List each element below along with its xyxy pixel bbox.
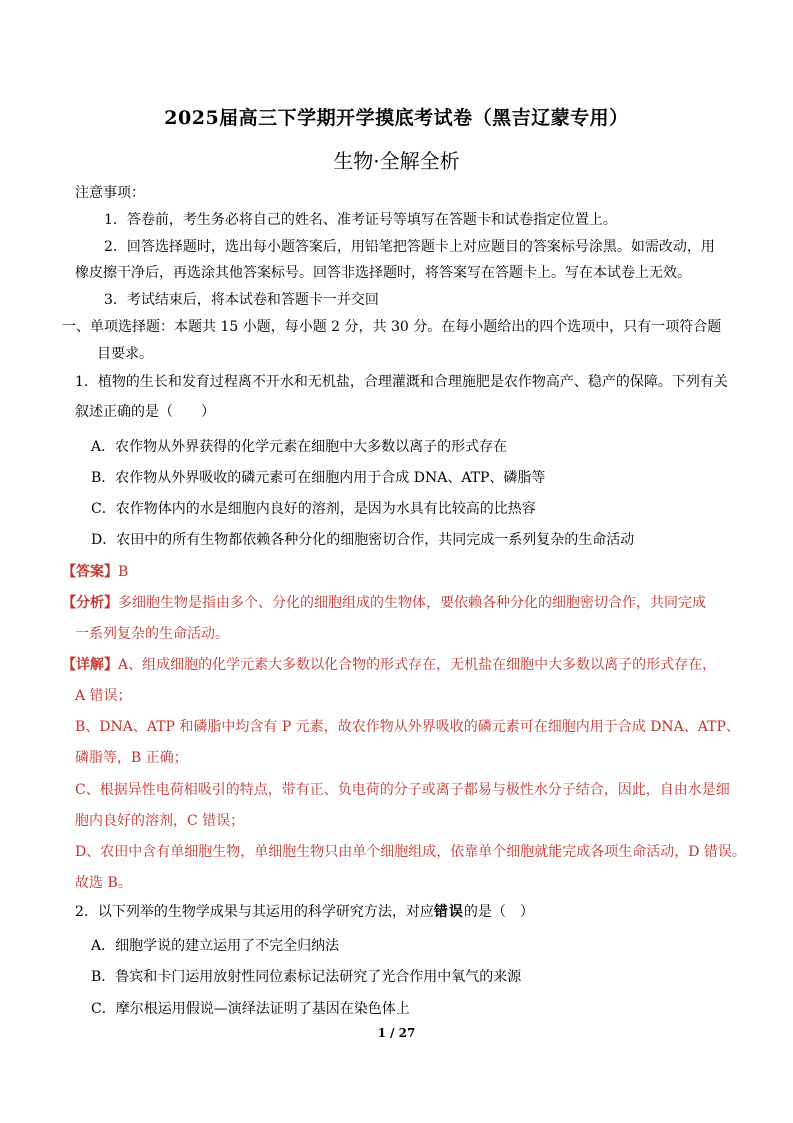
q2-stem-emphasis: 错误: [433, 904, 464, 920]
section-heading-line-2: 目要求。: [97, 346, 153, 362]
q1-option-d: D．农田中的所有生物都依赖各种分化的细胞密切合作，共同完成一系列复杂的生命活动: [91, 532, 635, 548]
q1-detail-c-line-1: C、根据异性电荷相吸引的特点，带有正、负电荷的分子或离子都易与极性水分子结合，因此，自由水是细: [75, 782, 730, 798]
section-heading-line-1: 一、单项选择题：本题共 15 小题，每小题 2 分，共 30 分。在每小题给出的四个选项中，只有一项符合题: [62, 319, 722, 335]
q1-answer: [62, 563, 128, 581]
q1-option-b: B．农作物从外界吸收的磷元素可在细胞内用于合成 DNA、ATP、磷脂等: [91, 470, 546, 486]
q1-detail-b-line-1: B、DNA、ATP 和磷脂中均含有 P 元素，故农作物从外界吸收的磷元素可在细胞内用于合成 DNA、ATP、: [75, 719, 740, 735]
q2-option-a: A．细胞学说的建立运用了不完全归纳法: [91, 938, 340, 954]
q2-option-b: B．鲁宾和卡门运用放射性同位素标记法研究了光合作用中氧气的来源: [91, 969, 522, 985]
q1-detail-d-line-1: D、农田中含有单细胞生物，单细胞生物只由单个细胞组成，依靠单个细胞就能完成各项生命活动，D 错误。: [75, 844, 746, 860]
detail-a-text: A、组成细胞的化学元素大多数以化合物的形式存在，无机盐在细胞中大多数以离子的形式存在，: [118, 657, 717, 673]
analysis-text: 多细胞生物是指由多个、分化的细胞组成的生物体，要依赖各种分化的细胞密切合作，共同完成: [118, 595, 706, 611]
answer-tag: 【答案】: [62, 564, 118, 580]
notice-item-3: 3．考试结束后，将本试卷和答题卡一并交回: [104, 292, 379, 308]
q1-stem-line-1: 1．植物的生长和发育过程离不开水和无机盐，合理灌溉和合理施肥是农作物高产、稳产的保障。下列有关: [75, 374, 728, 390]
page-subtitle: 生物·全解全析: [333, 149, 460, 173]
q2-stem: [75, 903, 534, 921]
q1-conclusion: 故选 B。: [75, 875, 132, 891]
notice-item-1: 1．答卷前，考生务必将自己的姓名、准考证号等填写在答题卡和试卷指定位置上。: [104, 212, 617, 228]
q1-detail-a-line-1: [62, 656, 716, 674]
q1-analysis-line-2: 一系列复杂的生命活动。: [75, 626, 229, 642]
page-number: 1 / 27: [377, 1026, 416, 1040]
notice-item-2-line-1: 2．回答选择题时，选出每小题答案后，用铅笔把答题卡上对应题目的答案标号涂黑。如需改动，用: [104, 239, 715, 255]
notice-item-2-line-2: 橡皮擦干净后，再选涂其他答案标号。回答非选择题时，将答案写在答题卡上。写在本试卷上无效。: [75, 265, 691, 281]
q2-stem-post: 的是（ ）: [463, 904, 534, 920]
q1-detail-a-line-2: A 错误；: [75, 688, 132, 704]
page-title: 2025届高三下学期开学摸底考试卷（黑吉辽蒙专用）: [164, 107, 629, 129]
detail-tag: 【详解】: [62, 657, 118, 673]
q1-option-c: C．农作物体内的水是细胞内良好的溶剂，是因为水具有比较高的比热容: [91, 501, 536, 517]
answer-value: B: [118, 564, 129, 580]
q1-detail-b-line-2: 磷脂等，B 正确；: [75, 750, 188, 766]
q1-option-a: A．农作物从外界获得的化学元素在细胞中大多数以离子的形式存在: [91, 439, 508, 455]
notice-heading: 注意事项：: [75, 185, 145, 201]
q1-stem-line-2: 叙述正确的是（ ）: [75, 404, 215, 420]
q1-detail-c-line-2: 胞内良好的溶剂，C 错误；: [75, 813, 245, 829]
analysis-tag: 【分析】: [62, 595, 118, 611]
q2-stem-pre: 2．以下列举的生物学成果与其运用的科学研究方法，对应: [75, 904, 434, 920]
q1-analysis-line-1: [62, 594, 706, 612]
q2-option-c: C．摩尔根运用假说—演绎法证明了基因在染色体上: [91, 1001, 410, 1017]
